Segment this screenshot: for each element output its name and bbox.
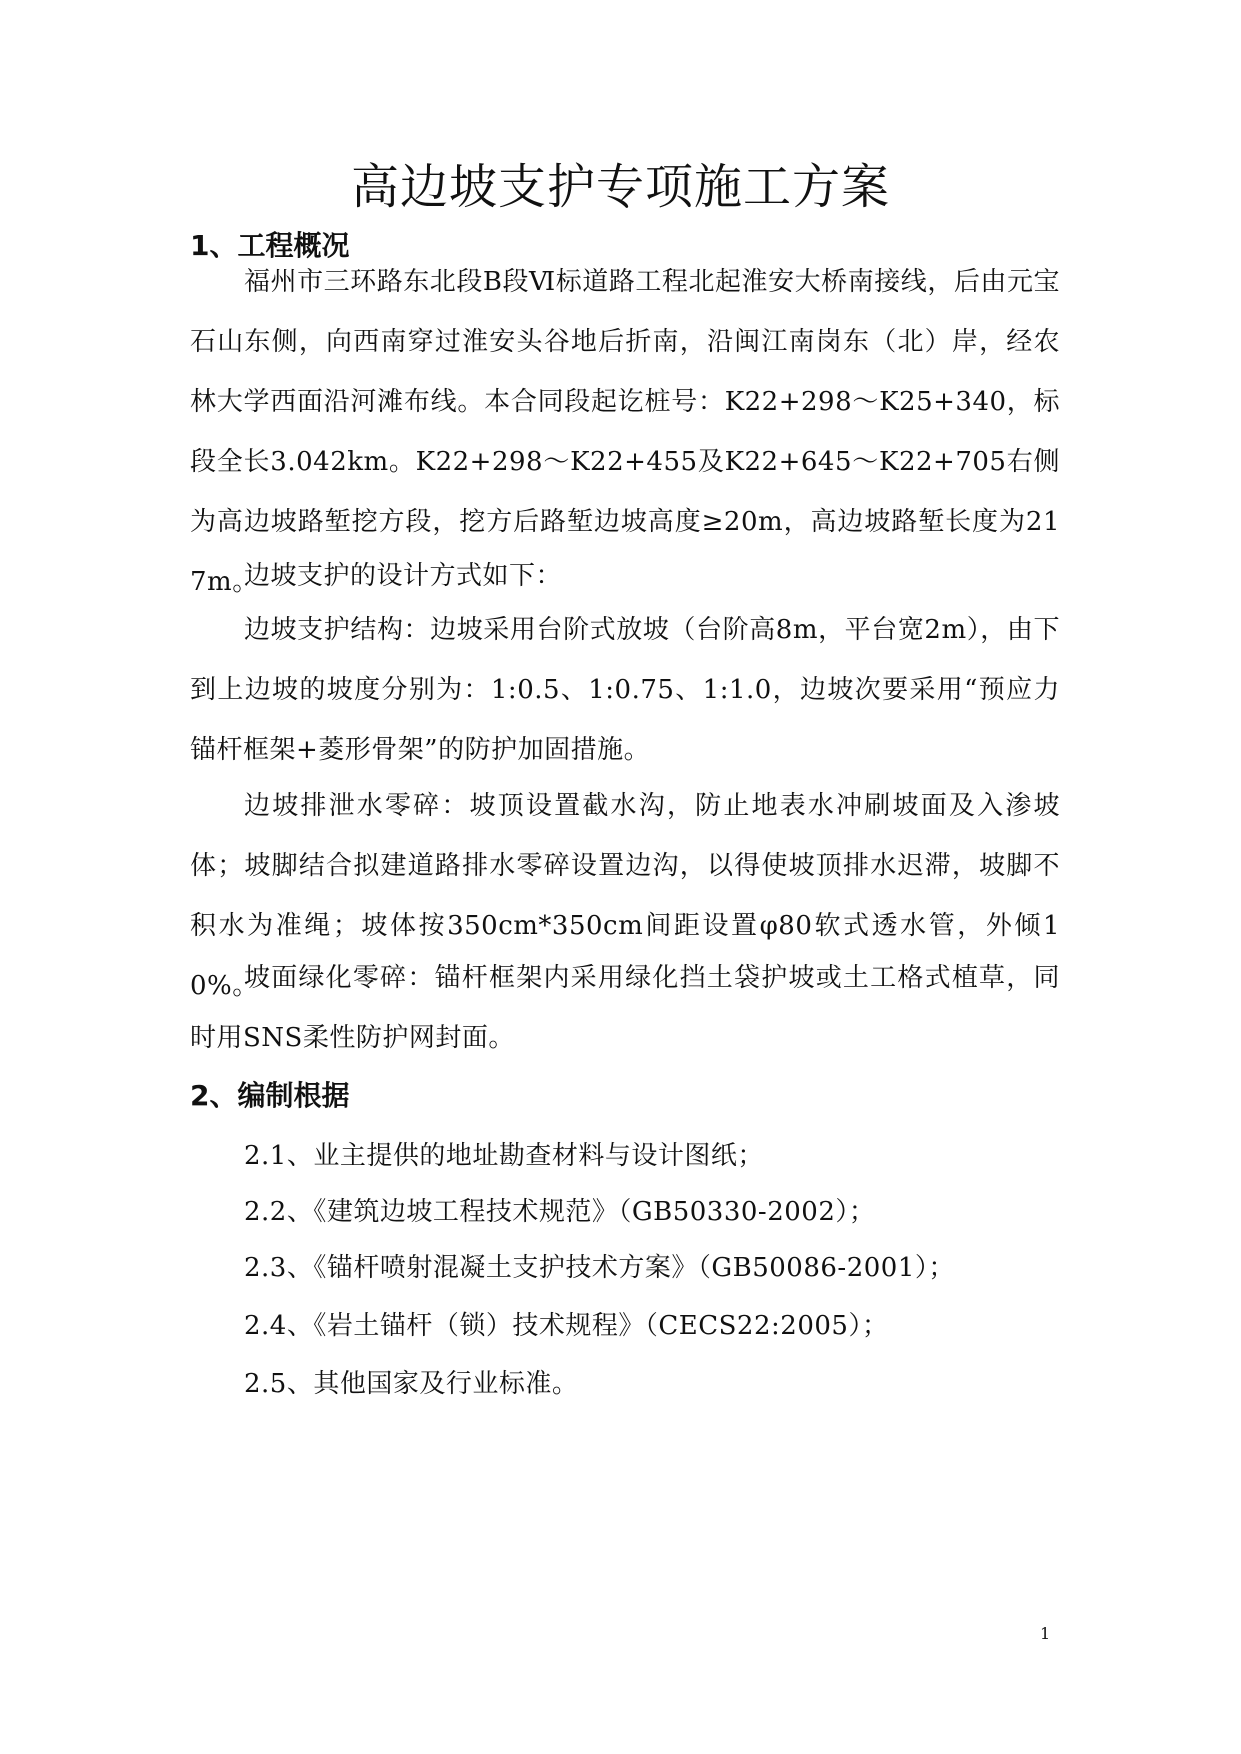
- paragraph-slope-greening: 坡面绿化零碎：锚杆框架内采用绿化挡土袋护坡或土工格式植草，同时用SNS柔性防护网封面。: [190, 963, 1060, 1053]
- section-heading-project-overview: 1、工程概况: [190, 229, 350, 262]
- paragraph-project-description: 福州市三环路东北段B段Ⅵ标道路工程北起淮安大桥南接线，后由元宝石山东侧，向西南穿过淮安头谷地后折南，沿闽江南岗东（北）岸，经农林大学西面沿河滩布线。本合同段起讫桩号：K22+298～K25+340，标段全长3.042km。K22+298～K22+455及K22+645～K22+705右侧为高边坡路堑挖方段，挖方后路堑边坡高度≥20m，高边坡路堑长度为217m。: [190, 267, 1060, 597]
- paragraph-support-structure: 边坡支护结构：边坡采用台阶式放坡（台阶高8m，平台宽2m），由下到上边坡的坡度分别为：1:0.5、1:0.75、1:1.0，边坡次要采用“预应力锚杆框架+菱形骨架”的防护加固措施。: [190, 615, 1060, 765]
- basis-item-1: 2.1、业主提供的地址勘查材料与设计图纸；: [244, 1141, 764, 1171]
- basis-item-3: 2.3、《锚杆喷射混凝土支护技术方案》（GB50086-2001）；: [244, 1253, 955, 1283]
- section-heading-basis: 2、编制根据: [190, 1079, 350, 1112]
- page-number: 1: [1040, 1624, 1051, 1643]
- basis-item-5: 2.5、其他国家及行业标准。: [244, 1369, 579, 1399]
- document-title: 高边坡支护专项施工方案: [350, 159, 890, 215]
- basis-item-4: 2.4、《岩土锚杆（锁）技术规程》（CECS22:2005）；: [244, 1311, 889, 1341]
- paragraph-support-design-intro: 边坡支护的设计方式如下：: [244, 561, 563, 591]
- basis-item-2: 2.2、《建筑边坡工程技术规范》（GB50330-2002）；: [244, 1197, 876, 1227]
- paragraph-drainage-system: 边坡排泄水零碎：坡顶设置截水沟，防止地表水冲刷坡面及入渗坡体；坡脚结合拟建道路排水零碎设置边沟，以得使坡顶排水迟滞，坡脚不积水为准绳；坡体按350cm*350cm间距设置φ80软式透水管，外倾10%。: [190, 791, 1060, 1001]
